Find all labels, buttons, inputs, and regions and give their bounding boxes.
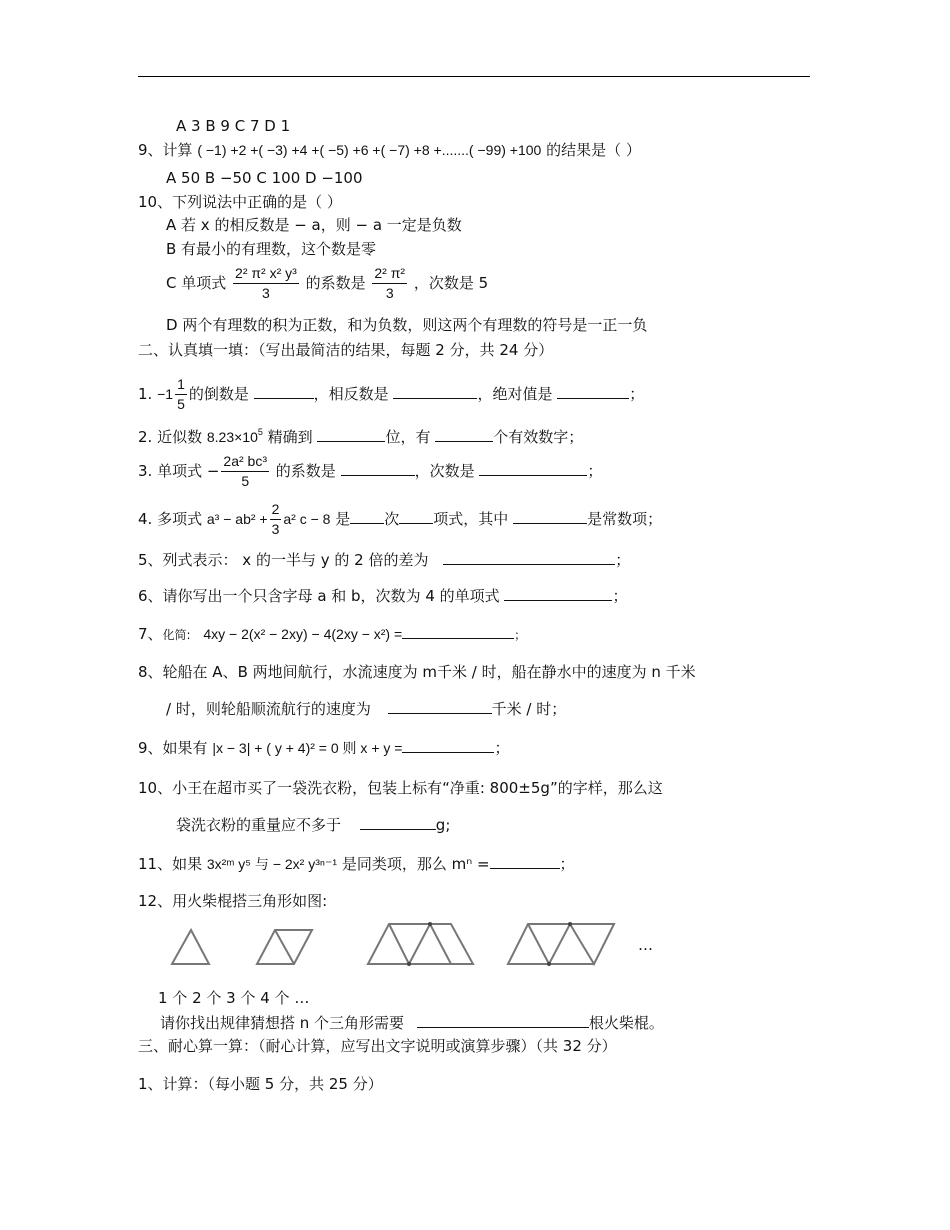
fill-4-blank-3[interactable] <box>513 508 587 524</box>
fill-4-blank-1[interactable] <box>350 508 384 524</box>
fill-4-text-d: 项式，其中 <box>433 510 509 528</box>
fill-9-text: 9、如果有 <box>138 739 208 757</box>
fill-10-text: 袋洗衣粉的重量应不多于 <box>176 816 342 834</box>
fill-4 <box>138 500 662 539</box>
fill-7-end: ； <box>514 628 527 642</box>
fill-11-text-a: 11、如果 <box>138 855 203 873</box>
fill-3-text-a: 3. 单项式 − <box>138 462 220 480</box>
fill-12-blank[interactable] <box>417 1012 589 1028</box>
fill-1-den: 5 <box>177 396 185 412</box>
q10-c-denominator: 3 <box>262 285 270 301</box>
fill-1 <box>138 375 644 414</box>
fill-2 <box>138 426 583 449</box>
fill-5-end: ； <box>615 551 631 569</box>
fill-7 <box>138 623 526 645</box>
fill-1-fraction <box>175 375 187 414</box>
figure-1-triangle <box>172 930 209 964</box>
fill-4-text-c: 次 <box>384 510 400 528</box>
fill-11 <box>138 853 575 874</box>
fill-4-text-e: 是常数项； <box>587 510 663 528</box>
fill-10-line-2 <box>176 814 450 835</box>
q10-c-suffix: ，次数是 5 <box>413 274 489 292</box>
fill-5 <box>138 549 630 570</box>
fill-7-expression: 4xy − 2(x² − 2xy) − 4(2xy − x²) = <box>203 626 403 642</box>
fill-6 <box>138 585 627 606</box>
fill-3-blank-1[interactable] <box>341 460 415 476</box>
fill-1-end: ； <box>629 385 645 403</box>
fill-4-den: 3 <box>271 521 280 537</box>
fill-10-blank[interactable] <box>360 814 436 830</box>
figure-2-triangles <box>257 930 312 964</box>
fill-8-text: / 时，则轮船顺流航行的速度为 <box>166 700 371 718</box>
fill-12-text: 请你找出规律猜想搭 n 个三角形需要 <box>160 1014 405 1032</box>
fill-1-text-a: 的倒数是 <box>188 385 249 403</box>
header-rule <box>138 76 810 77</box>
q8-options: A 3 B 9 C 7 D 1 <box>176 117 291 135</box>
fill-2-blank-1[interactable] <box>317 426 385 442</box>
fill-9 <box>138 737 509 758</box>
matchstick-triangles-figure <box>160 918 640 970</box>
fill-8-blank[interactable] <box>388 698 492 714</box>
fill-2-number: 8.23×10 <box>206 429 258 445</box>
fill-7-blank[interactable] <box>402 623 514 639</box>
fill-3-blank-2[interactable] <box>479 460 587 476</box>
fill-5-text: 5、列式表示： x 的一半与 y 的 2 倍的差为 <box>138 551 429 569</box>
fill-9-blank[interactable] <box>402 737 494 753</box>
fill-9-expression: |x − 3| + ( y + 4)² = 0 则 x + y = <box>212 740 403 756</box>
fill-1-num: 1 <box>175 375 187 395</box>
q10-stem: 10、下列说法中正确的是（ ） <box>138 193 342 211</box>
fill-2-text-c: 位，有 <box>385 428 431 446</box>
q10-c-denominator-2: 3 <box>385 285 394 301</box>
fill-1-blank-1[interactable] <box>254 383 314 399</box>
figure-ellipsis: … <box>638 936 653 954</box>
fill-1-text-b: ，相反数是 <box>313 385 389 403</box>
fill-10-end: g; <box>435 816 451 834</box>
fill-3-end: ； <box>587 462 603 480</box>
fill-11-text-b: 是同类项，那么 mⁿ = <box>341 855 490 873</box>
section-2-heading: 二、认真填一填：（写出最简洁的结果，每题 2 分，共 24 分） <box>138 341 554 359</box>
fill-2-text-a: 2. 近似数 <box>138 428 203 446</box>
fill-5-blank[interactable] <box>443 549 615 565</box>
figure-3-triangles <box>368 924 473 964</box>
figure-4-triangles <box>508 924 614 964</box>
fill-3-den: 5 <box>241 473 250 489</box>
q9-options: A 50 B −50 C 100 D −100 <box>166 169 363 187</box>
q10-c-prefix: C 单项式 <box>166 274 227 292</box>
q10-option-b: B 有最小的有理数，这个数是零 <box>166 240 377 258</box>
question-9 <box>138 140 641 160</box>
q10-option-c <box>166 264 488 303</box>
fill-12-question <box>160 1012 664 1033</box>
fill-2-text-b: 精确到 <box>267 428 313 446</box>
fill-2-text-d: 个有效数字； <box>493 428 584 446</box>
fill-2-exponent: 5 <box>257 427 263 437</box>
fill-4-text-b: 是 <box>335 510 351 528</box>
fill-1-blank-3[interactable] <box>557 383 629 399</box>
q9-suffix: 的结果是（ ） <box>546 141 641 159</box>
fill-11-expression: 3x²ᵐ y⁵ 与 − 2x² y³ⁿ⁻¹ <box>206 856 338 872</box>
q10-c-fraction <box>233 264 299 303</box>
fill-3-num: 2a² bc³ <box>221 452 269 472</box>
fill-4-fraction <box>270 500 282 539</box>
section-3-question-1: 1、计算：（每小题 5 分，共 25 分） <box>138 1075 383 1093</box>
fill-12-end: 根火柴棍。 <box>588 1014 664 1032</box>
fill-4-blank-2[interactable] <box>399 508 433 524</box>
section-3-heading: 三、耐心算一算：（耐心计算，应写出文字说明或演算步骤）（共 32 分） <box>138 1037 617 1055</box>
fill-4-text-a: 4. 多项式 <box>138 510 203 528</box>
fill-11-end: ； <box>559 855 575 873</box>
fill-6-end: ； <box>612 587 628 605</box>
fill-8-line-2 <box>166 698 566 719</box>
fill-2-blank-2[interactable] <box>435 426 493 442</box>
fill-8-end: 千米 / 时； <box>491 700 567 718</box>
fill-4-expr-1: a³ − ab² + <box>206 511 268 527</box>
fill-8-line-1: 8、轮船在 A、B 两地间航行，水流速度为 m千米 / 时，船在静水中的速度为 n 千米 <box>138 663 696 681</box>
q9-expression: ( −1) +2 +( −3) +4 +( −5) +6 +( −7) +8 +.......( −99) +100 <box>197 142 542 158</box>
figure-count-labels: 1 个 2 个 3 个 4 个 … <box>158 989 310 1007</box>
fill-9-end: ； <box>494 739 510 757</box>
fill-10-line-1: 10、小王在超市买了一袋洗衣粉，包装上标有“净重: 800±5g”的字样，那么这 <box>138 779 663 797</box>
fill-3-text-b: 的系数是 <box>275 462 336 480</box>
fill-12-stem: 12、用火柴棍搭三角形如图: <box>138 892 328 910</box>
fill-3-fraction <box>221 452 269 491</box>
q10-option-a: A 若 x 的相反数是 − a，则 − a 一定是负数 <box>166 216 462 234</box>
q10-option-d: D 两个有理数的积为正数，和为负数，则这两个有理数的符号是一正一负 <box>166 316 648 334</box>
fill-7-small-label: 化简: <box>162 628 191 642</box>
fill-1-blank-2[interactable] <box>393 383 477 399</box>
fill-1-text-c: ，绝对值是 <box>477 385 553 403</box>
fill-11-blank[interactable] <box>490 853 560 869</box>
fill-1-whole: −1 <box>157 386 174 402</box>
q10-c-fraction-2 <box>372 264 407 303</box>
fill-1-number: 1. <box>138 385 153 403</box>
fill-6-blank[interactable] <box>504 585 612 601</box>
fill-4-num: 2 <box>270 500 282 520</box>
fill-6-text: 6、请你写出一个只含字母 a 和 b，次数为 4 的单项式 <box>138 587 500 605</box>
q9-prefix: 9、计算 <box>138 141 193 159</box>
fill-3 <box>138 452 602 491</box>
fill-4-expr-2: a² c − 8 <box>283 511 331 527</box>
q10-c-numerator: 2² π² x² y³ <box>233 264 299 284</box>
q10-c-mid: 的系数是 <box>305 274 366 292</box>
fill-7-number: 7、 <box>138 625 163 643</box>
q10-c-numerator-2: 2² π² <box>372 264 407 284</box>
fill-3-text-c: ，次数是 <box>414 462 475 480</box>
